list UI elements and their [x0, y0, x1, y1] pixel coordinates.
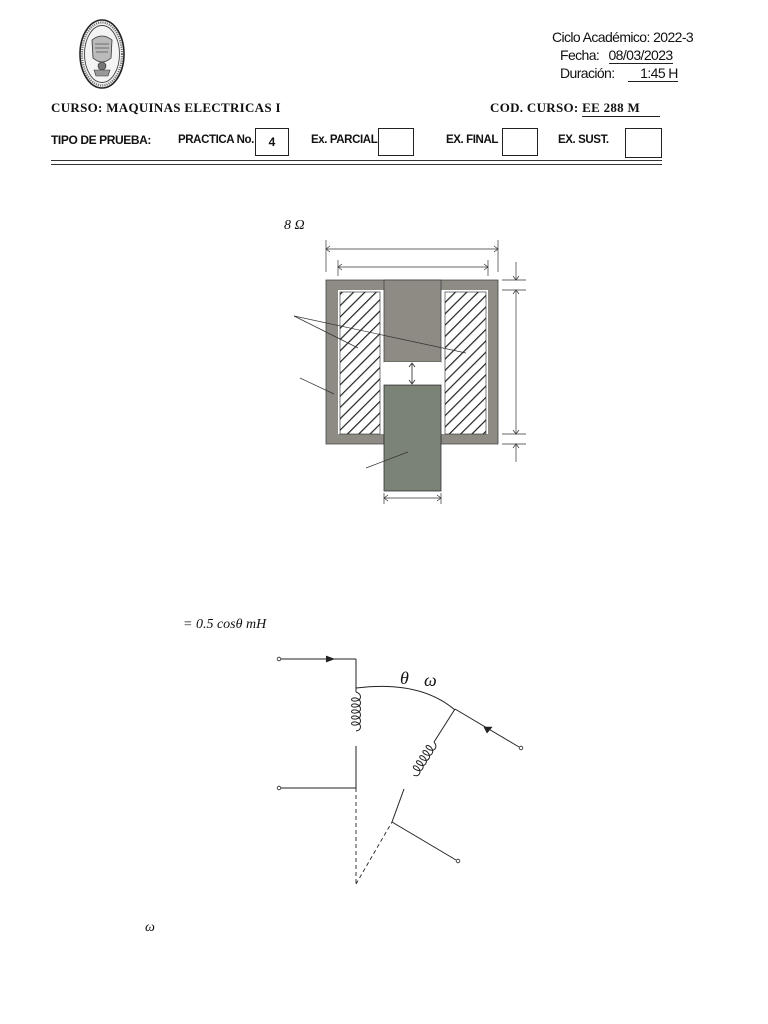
cod-value: EE 288 M [582, 100, 660, 117]
window-left [338, 290, 384, 434]
header-rule-bottom [51, 164, 662, 165]
parcial-label: Ex. PARCIAL [311, 134, 378, 146]
course-code-line [490, 100, 660, 117]
practica-box[interactable]: 4 [255, 128, 289, 156]
header-rule-top [51, 160, 662, 161]
stator-winding [352, 692, 361, 731]
omega-label: ω [424, 670, 437, 690]
university-seal-logo [78, 18, 126, 90]
omega-footer: ω [145, 920, 155, 935]
ciclo-label: Ciclo Académico: [552, 29, 650, 45]
resistance-label: 8 Ω [284, 218, 305, 233]
plunger [384, 385, 441, 491]
coil-right [445, 292, 486, 434]
tipo-prueba-label: TIPO DE PRUEBA: [51, 133, 152, 147]
coil-left [340, 292, 380, 434]
parcial-box[interactable] [378, 128, 414, 156]
fecha-label: Fecha: [560, 47, 600, 63]
core-yoke [326, 280, 498, 444]
final-label: EX. FINAL [446, 134, 498, 146]
sust-box[interactable] [625, 128, 662, 158]
duracion-label: Duración: [560, 65, 615, 81]
inductance-formula: = 0.5 cosθ mH [183, 617, 267, 632]
fecha-value: 08/03/2023 [608, 47, 673, 63]
sust-label: EX. SUST. [558, 134, 609, 146]
curso-value: MAQUINAS ELECTRICAS I [106, 100, 281, 115]
final-box[interactable] [502, 128, 538, 156]
practica-label: PRACTICA No. [178, 134, 254, 146]
curso-label: CURSO: [51, 100, 103, 115]
course-line [51, 100, 281, 116]
rotor-winding [410, 740, 438, 778]
ciclo-value: 2022-3 [653, 29, 694, 45]
window-right [441, 290, 488, 434]
duracion-value: 1:45 H [628, 65, 678, 82]
cod-label: COD. CURSO: [490, 100, 579, 115]
theta-label: θ [400, 668, 409, 688]
center-leg [384, 280, 441, 362]
